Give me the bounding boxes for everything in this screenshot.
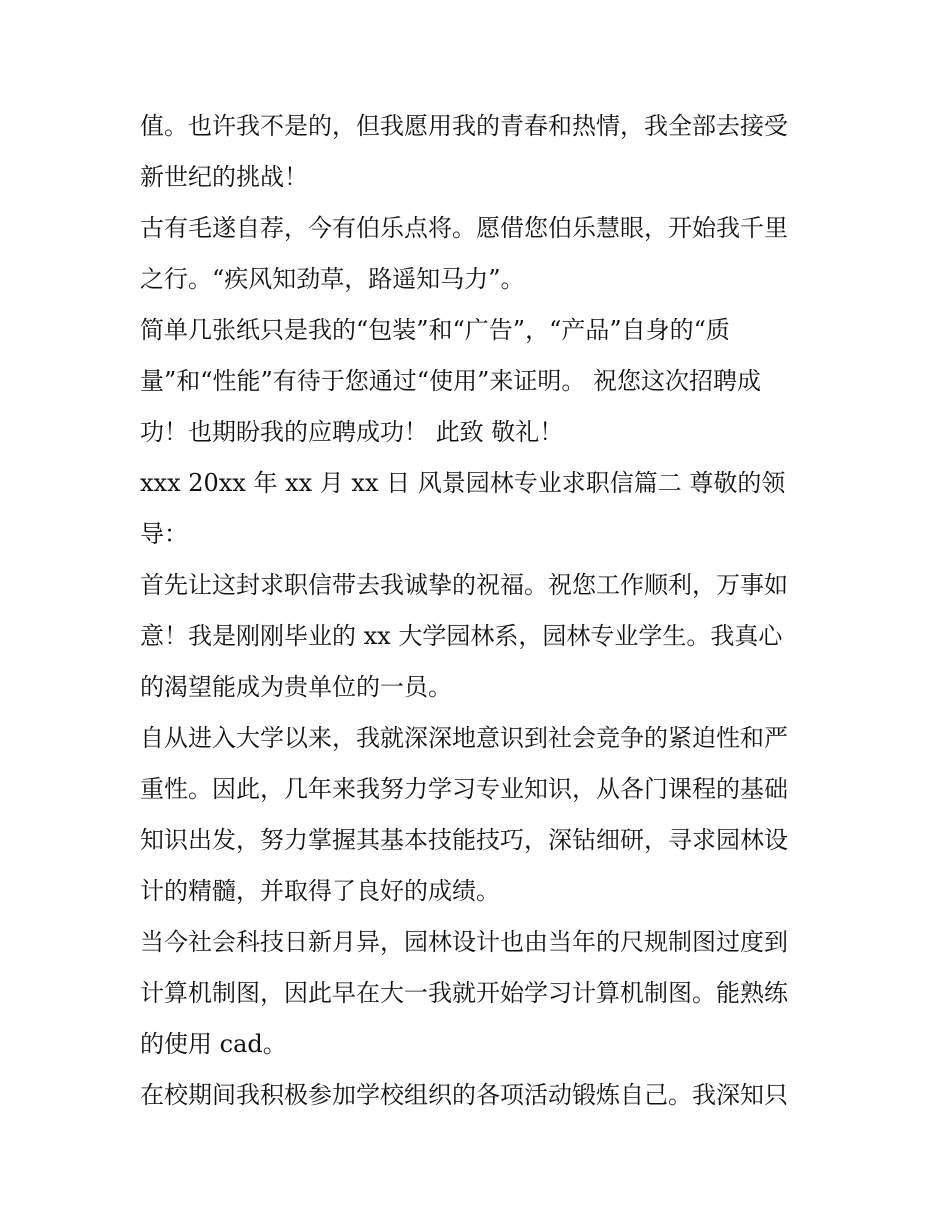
text-line: 计算机制图，因此早在大一我就开始学习计算机制图。能熟练 <box>140 979 788 1007</box>
text-line: 的使用 cad。 <box>140 1030 287 1058</box>
text-line: 意！我是刚刚毕业的 xx 大学园林系，园林专业学生。我真心 <box>140 622 783 650</box>
text-line: 简单几张纸只是我的“包装”和“广告”，“产品”自身的“质 <box>140 316 730 344</box>
text-line: 之行。“疾风知劲草，路遥知马力”。 <box>140 265 525 293</box>
text-line: 导： <box>140 520 188 548</box>
text-line: 当今社会科技日新月异，园林设计也由当年的尺规制图过度到 <box>140 928 788 956</box>
text-line: 功！也期盼我的应聘成功！ 此致 敬礼！ <box>140 418 564 446</box>
text-line: 在校期间我积极参加学校组织的各项活动锻炼自己。我深知只 <box>140 1081 788 1109</box>
text-line: 的渴望能成为贵单位的一员。 <box>140 673 452 701</box>
text-line: 量”和“性能”有待于您通过“使用”来证明。 祝您这次招聘成 <box>140 367 761 395</box>
text-line: xxx 20xx 年 xx 月 xx 日 风景园林专业求职信篇二 尊敬的领 <box>140 469 786 497</box>
text-line: 重性。因此，几年来我努力学习专业知识，从各门课程的基础 <box>140 775 788 803</box>
text-line: 知识出发，努力掌握其基本技能技巧，深钻细研，寻求园林设 <box>140 826 788 854</box>
text-line: 值。也许我不是的，但我愿用我的青春和热情，我全部去接受 <box>140 112 788 140</box>
text-line: 新世纪的挑战！ <box>140 163 308 191</box>
text-line: 首先让这封求职信带去我诚挚的祝福。祝您工作顺利，万事如 <box>140 571 788 599</box>
text-line: 自从进入大学以来，我就深深地意识到社会竞争的紧迫性和严 <box>140 724 788 752</box>
text-line: 计的精髓，并取得了良好的成绩。 <box>140 877 500 905</box>
text-line: 古有毛遂自荐，今有伯乐点将。愿借您伯乐慧眼，开始我千里 <box>140 214 788 242</box>
